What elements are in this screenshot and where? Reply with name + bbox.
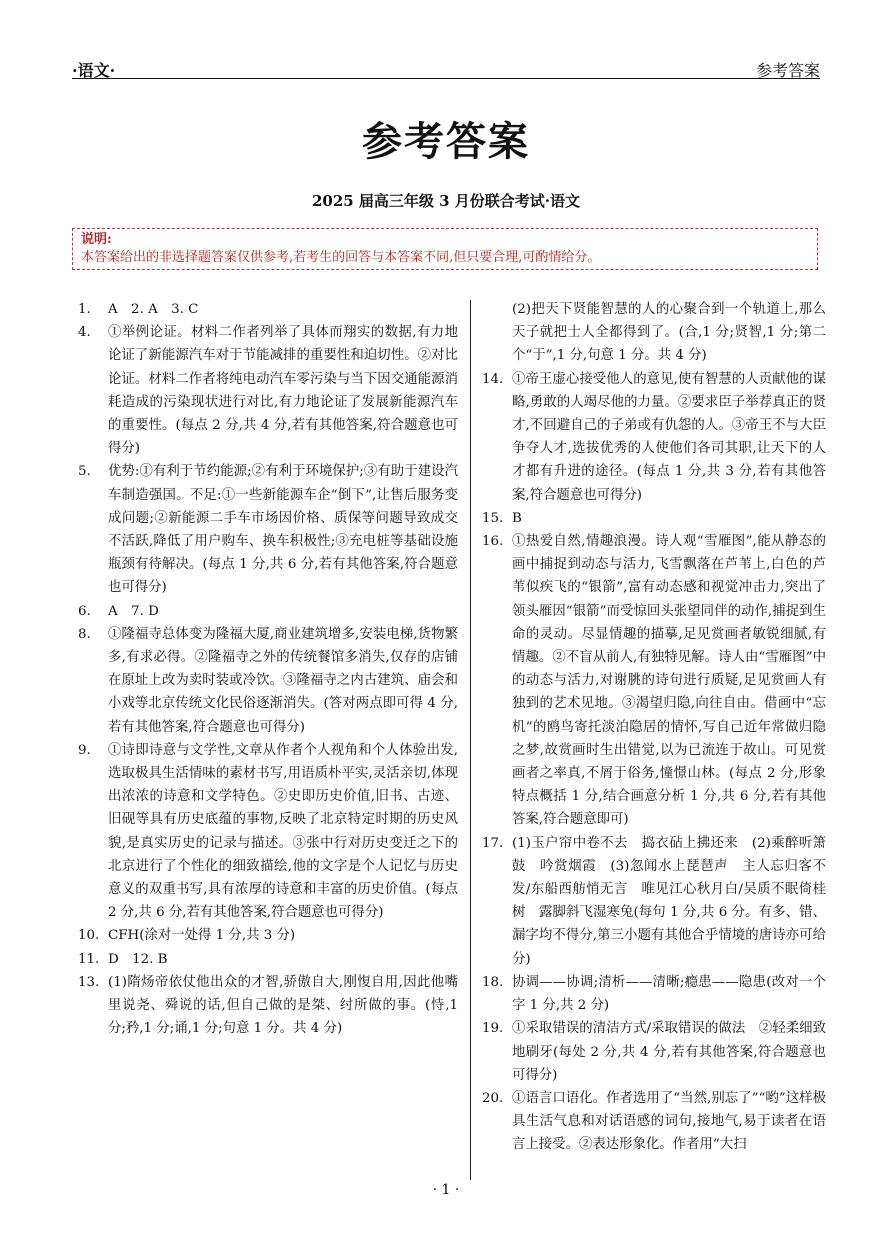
column-divider xyxy=(470,300,471,1180)
answer-text: ①热爱自然,情趣浪漫。诗人观“雪雁图”,能从静态的画中捕捉到动态与活力,飞雪飘落在芦苇上,白色的芦苇似疾飞的“银箭”,富有动态感和视觉冲击力,突出了领头雁因“银箭”而受惊回头张望同伴的动作,捕捉到生命的灵动。尽显情趣的描摹,足见赏画者敏锐细腻,有情趣。②不盲从前人,有独特见解。诗人由“雪雁图”中的动态与活力,对谢朓的诗句进行质疑,足见赏画人有独到的艺术见地。③渴望归隐,向往自由。借画中“忘机”的鸥鸟寄托淡泊隐居的情怀,写自己近年常做归隐之梦,故赏画时生出错觉,以为已流连于故山。可见赏画者之率真,不屑于俗务,憧憬山林。(每点 2 分,形象特点概括 1 分,结合画意分析 1 分,共 6 分,若有其他答案,符合题意即可) xyxy=(512,534,826,828)
answer-text: ①举例论证。材料二作者列举了具体而翔实的数据,有力地论证了新能源汽车对于节能减排的重要性和迫切性。②对比论证。材料二作者将纯电动汽车零污染与当下因交通能源消耗造成的污染现状进行对比,有力地论证了发展新能源汽车的重要性。(每点 2 分,共 4 分,若有其他答案,符合题意也可得分) xyxy=(108,325,458,457)
exam-subtitle: 2025 届高三年级 3 月份联合考试·语文 xyxy=(311,192,581,210)
answer-item xyxy=(482,507,826,530)
question-number: 19. xyxy=(482,1021,504,1037)
header-rule xyxy=(72,78,820,79)
instruction-box xyxy=(72,228,818,270)
answer-item xyxy=(482,971,826,1017)
answer-text: B xyxy=(512,510,522,526)
answer-item xyxy=(482,1017,826,1087)
answer-item xyxy=(78,460,458,599)
answer-text: ①采取错误的清洁方式/采取错误的做法 ②轻柔细致地刷牙(每处 2 分,共 4 分,若有其他答案,符合题意也可得分) xyxy=(512,1021,826,1083)
question-number: 6. xyxy=(78,603,91,619)
answer-text: ①帝王虚心接受他人的意见,使有智慧的人贡献他的谋略,勇敢的人竭尽他的力量。②要求臣子举荐真正的贤才,不回避自己的子弟或有仇怨的人。③帝王不与大臣争夺人才,选拔优秀的人使他们各司其职,让天下的人才都有升进的途径。(每点 1 分,共 3 分,若有其他答案,符合题意也可得分) xyxy=(512,371,826,503)
page-title: 参考答案 xyxy=(362,119,530,165)
question-number: 13. xyxy=(78,974,100,990)
left-column xyxy=(78,298,458,1041)
question-number: 8. xyxy=(78,626,91,642)
answer-text: ①隆福寺总体变为隆福大厦,商业建筑增多,安装电梯,货物繁多,有求必得。②隆福寺之外的传统餐馆多消失,仅存的店铺在原址上改为卖时装或冷饮。③隆福寺之内古建筑、庙会和小戏等北京传统文化民俗逐渐消失。(答对两点即可得 4 分,若有其他答案,符合题意也可得分) xyxy=(108,626,458,735)
answer-item xyxy=(482,1087,826,1157)
question-number: 14. xyxy=(482,371,504,387)
question-number: 18. xyxy=(482,974,504,990)
instruction-label: 说明: xyxy=(81,232,112,247)
answer-item xyxy=(482,368,826,507)
answer-item xyxy=(78,321,458,460)
question-number: 1. xyxy=(78,302,91,317)
answer-item xyxy=(78,948,458,971)
answer-text: 协调——协调;清析——清晰;瘾患——隐患(改对一个字 1 分,共 2 分) xyxy=(512,974,826,1014)
answer-key-label: 参考答案 xyxy=(755,61,820,80)
answer-item xyxy=(78,739,458,925)
page-header xyxy=(72,52,820,78)
answer-item xyxy=(78,971,458,1041)
answer-text: A 2. A 3. C xyxy=(108,302,199,317)
question-number: 5. xyxy=(78,464,91,480)
question-number: 20. xyxy=(482,1090,504,1106)
page-number: · 1 · xyxy=(432,1182,460,1198)
answer-item xyxy=(482,298,826,368)
question-number: 4. xyxy=(78,325,91,341)
answer-item xyxy=(482,530,826,832)
answer-item xyxy=(482,832,826,971)
answer-item xyxy=(78,298,458,321)
answer-text: (2)把天下贤能智慧的人的心聚合到一个轨道上,那么天子就把士人全都得到了。(合,1 分;贤智,1 分;第二个“于”,1 分,句意 1 分。共 4 分) xyxy=(512,302,826,364)
answer-item xyxy=(78,623,458,739)
answer-text: 优势:①有利于节约能源;②有利于环境保护;③有助于建设汽车制造强国。不足:①一些新能源车企“倒下”,让售后服务变成问题;②新能源二手车市场因价格、质保等问题导致成交不活跃,降低了用户购车、换车积极性;③充电桩等基础设施瓶颈有待解决。(每点 1 分,共 6 分,若有其他答案,符合题意也可得分) xyxy=(108,464,458,596)
subject-label: ·语文· xyxy=(72,61,116,80)
right-column xyxy=(482,298,826,1157)
question-number: 15. xyxy=(482,510,504,526)
answer-text: CFH(涂对一处得 1 分,共 3 分) xyxy=(108,928,296,944)
answer-text: D 12. B xyxy=(108,951,168,967)
question-number: 16. xyxy=(482,534,504,550)
question-number: 11. xyxy=(78,951,100,967)
answer-item xyxy=(78,924,458,947)
answer-item xyxy=(78,600,458,623)
answer-text: (1)隋炀帝依仗他出众的才智,骄傲自大,刚愎自用,因此他嘴里说尧、舜说的话,但自己做的是桀、纣所做的事。(恃,1 分;矜,1 分;诵,1 分;句意 1 分。共 4 分) xyxy=(108,974,458,1037)
answer-text: ①语言口语化。作者选用了“当然,别忘了”“哟”这样极具生活气息和对话语感的词句,接地气,易于读者在语言上接受。②表达形象化。作者用“大扫 xyxy=(512,1090,826,1153)
question-number: 10. xyxy=(78,928,100,944)
question-number: 17. xyxy=(482,835,504,851)
answer-text: (1)玉户帘中卷不去 捣衣砧上拂还来 (2)乘醉听箫鼓 吟赏烟霞 (3)忽闻水上琵琶声 主人忘归客不发/东船西舫悄无言 唯见江心秋月白/吴质不眠倚桂树 露脚斜飞湿寒兔(每句 1 分,共 6 分。有多、错、漏字均不得分,第三小题有其他合乎情境的唐诗亦可给分) xyxy=(512,835,826,967)
instruction-text: 本答案给出的非选择题答案仅供参考,若考生的回答与本答案不同,但只要合理,可酌情给分。 xyxy=(81,250,601,265)
question-number: 9. xyxy=(78,742,91,758)
answer-text: A 7. D xyxy=(108,603,159,619)
answer-text: ①诗即诗意与文学性,文章从作者个人视角和个人体验出发,选取极具生活情味的素材书写,用语质朴平实,灵活亲切,体现出浓浓的诗意和文学特色。②史即历史价值,旧书、古迹、旧砚等具有历史底蕴的事物,反映了北京特定时期的历史风貌,是真实历史的记录与描述。③张中行对历史变迁之下的北京进行了个性化的细致描绘,他的文字是个人记忆与历史意义的双重书写,具有浓厚的诗意和丰富的历史价值。(每点 2 分,共 6 分,若有其他答案,符合题意也可得分) xyxy=(108,742,458,921)
